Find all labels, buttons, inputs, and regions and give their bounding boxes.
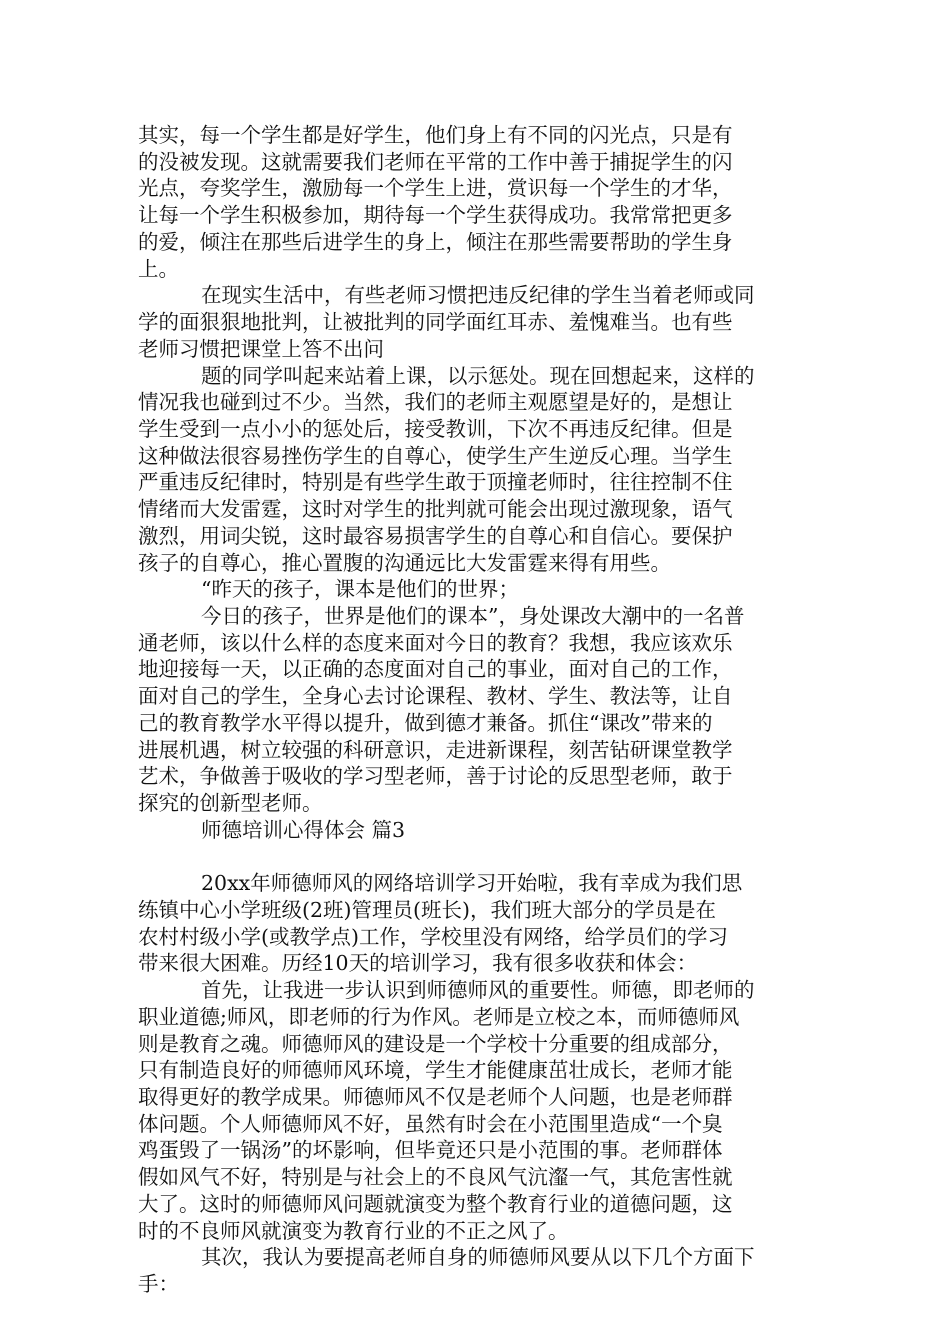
text-line: 学生受到一点小小的惩处后，接受教训，下次不再违反纪律。但是 — [138, 416, 733, 441]
text-line: 老师习惯把课堂上答不出问 — [138, 336, 384, 361]
text-line: 带来很大困难。历经10天的培训学习，我有很多收获和体会： — [138, 951, 698, 976]
text-line: 这种做法很容易挫伤学生的自尊心，使学生产生逆反心理。当学生 — [138, 443, 733, 468]
text-line: 探究的创新型老师。 — [138, 791, 323, 815]
text-line: 职业道德;师风，即老师的行为作风。老师是立校之本，而师德师风 — [138, 1004, 740, 1029]
blank-line — [138, 843, 818, 870]
text-line: 的没被发现。这就需要我们老师在平常的工作中善于捕捉学生的闪 — [138, 149, 733, 174]
text-line: 孩子的自尊心，推心置腹的沟通远比大发雷霆来得有用些。 — [138, 550, 671, 575]
text-line: 体问题。个人师德师风不好，虽然有时会在小范围里造成“一个臭 — [138, 1111, 723, 1136]
text-line: 学的面狠狠地批判，让被批判的同学面红耳赤、羞愧难当。也有些 — [138, 310, 733, 334]
text-line: 己的教育教学水平得以提升，做到德才兼备。抓住“课改”带来的 — [138, 710, 713, 735]
text-line: 首先，让我进一步认识到师德师风的重要性。师德，即老师的 — [201, 978, 755, 1002]
text-line: 农村村级小学(或教学点)工作，学校里没有网络，给学员们的学习 — [138, 924, 728, 949]
text-line: 情绪而大发雷霆，这时对学生的批判就可能会出现过激现象，语气 — [138, 497, 733, 522]
text-line: 让每一个学生积极参加，期待每一个学生获得成功。我常常把更多 — [138, 203, 733, 228]
text-line: 其次，我认为要提高老师自身的师德师风要从以下几个方面下 — [201, 1245, 755, 1270]
text-line: 题的同学叫起来站着上课，以示惩处。现在回想起来，这样的 — [201, 363, 755, 388]
text-line: 时的不良师风就演变为教育行业的不正之风了。 — [138, 1218, 569, 1243]
text-line: 通老师，该以什么样的态度来面对今日的教育？我想，我应该欢乐 — [138, 630, 733, 655]
text-line: 艺术，争做善于吸收的学习型老师，善于讨论的反思型老师，敢于 — [138, 764, 733, 789]
text-line: 的爱，倾注在那些后进学生的身上，倾注在那些需要帮助的学生身 — [138, 229, 733, 254]
text-line: 激烈，用词尖锐，这时最容易损害学生的自尊心和自信心。要保护 — [138, 523, 733, 548]
text-line: 其实，每一个学生都是好学生，他们身上有不同的闪光点，只是有 — [138, 123, 733, 147]
text-line: 鸡蛋毁了一锅汤”的坏影响，但毕竟还只是小范围的事。老师群体 — [138, 1138, 723, 1163]
text-line: 20xx年师德师风的网络培训学习开始啦，我有幸成为我们思 — [201, 871, 743, 896]
text-line: 情况我也碰到过不少。当然，我们的老师主观愿望是好的，是想让 — [138, 390, 733, 415]
text-line: 手： — [138, 1272, 179, 1296]
text-line: 上。 — [138, 256, 179, 281]
text-line: 只有制造良好的师德师风环境，学生才能健康茁壮成长，老师才能 — [138, 1058, 733, 1083]
text-line: 取得更好的教学成果。师德师风不仅是老师个人问题，也是老师群 — [138, 1084, 733, 1109]
text-line: 师德培训心得体会 篇3 — [201, 817, 406, 842]
text-line: 光点，夸奖学生，激励每一个学生上进，赏识每一个学生的才华， — [138, 176, 733, 201]
text-line: 面对自己的学生，全身心去讨论课程、教材、学生、教法等，让自 — [138, 684, 733, 709]
text-line: 练镇中心小学班级(2班)管理员(班长)，我们班大部分的学员是在 — [138, 897, 717, 922]
text-line: 严重违反纪律时，特别是有些学生敢于顶撞老师时，往往控制不住 — [138, 470, 733, 495]
text-line: “昨天的孩子，课本是他们的世界； — [201, 577, 519, 602]
text-line: 大了。这时的师德师风问题就演变为整个教育行业的道德问题，这 — [138, 1191, 733, 1216]
text-line: 则是教育之魂。师德师风的建设是一个学校十分重要的组成部分， — [138, 1031, 733, 1056]
text-line: 在现实生活中，有些老师习惯把违反纪律的学生当着老师或同 — [201, 283, 755, 308]
text-line: 进展机遇，树立较强的科研意识，走进新课程，刻苦钻研课堂教学 — [138, 737, 733, 762]
text-line: 今日的孩子，世界是他们的课本”，身处课改大潮中的一名普 — [201, 604, 745, 628]
text-line: 地迎接每一天，以正确的态度面对自己的事业，面对自己的工作， — [138, 657, 733, 682]
text-line: 假如风气不好，特别是与社会上的不良风气沆瀣一气，其危害性就 — [138, 1165, 733, 1190]
